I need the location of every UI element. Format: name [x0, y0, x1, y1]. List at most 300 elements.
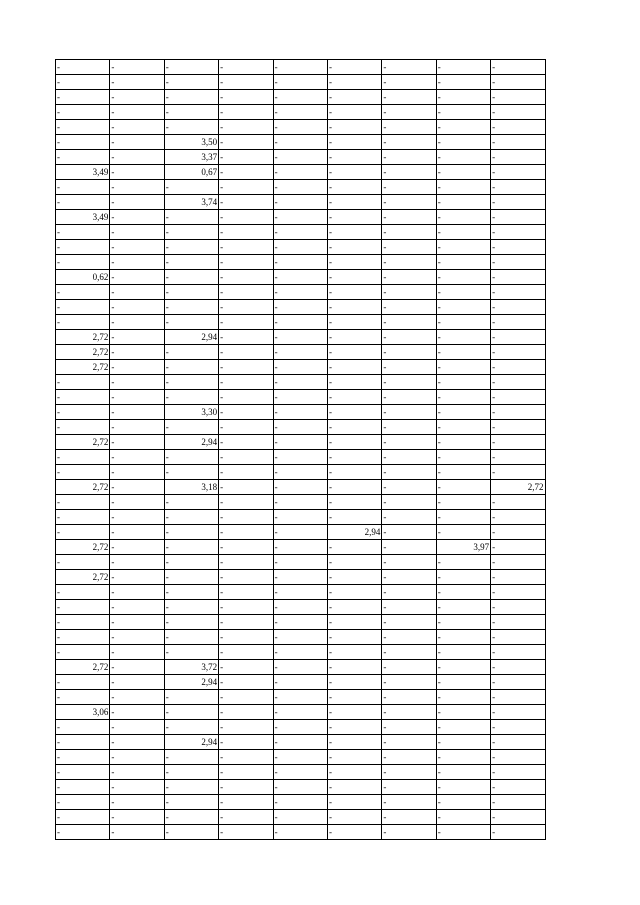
table-row [56, 510, 546, 525]
table-cell: - [219, 810, 273, 825]
table-cell: - [219, 675, 273, 690]
table-cell: - [436, 480, 490, 495]
table-row [56, 450, 546, 465]
table-row [56, 645, 546, 660]
table-cell: - [382, 675, 436, 690]
table-cell: - [382, 255, 436, 270]
table-cell: - [273, 210, 327, 225]
table-row [56, 120, 546, 135]
table-cell: - [110, 210, 164, 225]
table-cell: - [164, 495, 218, 510]
table-cell: - [491, 510, 545, 525]
table-cell: - [164, 315, 218, 330]
table-cell: - [110, 135, 164, 150]
table-cell: - [273, 150, 327, 165]
table-cell: - [382, 120, 436, 135]
table-cell: - [219, 150, 273, 165]
table-cell: - [491, 540, 545, 555]
table-cell: - [219, 510, 273, 525]
table-cell: - [219, 630, 273, 645]
table-cell: - [56, 120, 110, 135]
table-cell: - [327, 330, 381, 345]
table-cell: - [491, 720, 545, 735]
table-cell: - [56, 675, 110, 690]
table-cell: - [56, 90, 110, 105]
table-cell: - [56, 75, 110, 90]
table-cell: - [164, 780, 218, 795]
table-cell: - [491, 240, 545, 255]
table-cell: - [219, 465, 273, 480]
table-row [56, 150, 546, 165]
table-cell: - [327, 180, 381, 195]
table-row [56, 825, 546, 840]
table-cell: - [219, 555, 273, 570]
table-cell: - [110, 375, 164, 390]
table-row [56, 780, 546, 795]
table-cell: - [110, 330, 164, 345]
table-cell: - [436, 330, 490, 345]
table-cell: - [273, 495, 327, 510]
table-cell: - [219, 120, 273, 135]
table-row [56, 255, 546, 270]
table-cell: 3,06 [56, 705, 110, 720]
table-cell: - [491, 705, 545, 720]
table-cell: - [110, 105, 164, 120]
table-cell: - [327, 105, 381, 120]
table-cell: - [382, 105, 436, 120]
table-cell: - [491, 825, 545, 840]
table-row [56, 435, 546, 450]
table-cell: - [56, 825, 110, 840]
table-cell: 3,49 [56, 165, 110, 180]
table-row [56, 705, 546, 720]
table-cell: - [491, 105, 545, 120]
table-cell: - [164, 600, 218, 615]
table-cell: - [219, 255, 273, 270]
table-cell: - [219, 60, 273, 75]
table-cell: - [327, 585, 381, 600]
table-cell: - [327, 210, 381, 225]
table-row [56, 600, 546, 615]
table-cell: - [56, 420, 110, 435]
table-row [56, 210, 546, 225]
table-cell: - [164, 615, 218, 630]
table-cell: 2,72 [56, 660, 110, 675]
table-body [56, 60, 546, 840]
table-cell: - [327, 60, 381, 75]
table-cell: - [491, 795, 545, 810]
table-cell: - [491, 135, 545, 150]
table-cell: - [491, 645, 545, 660]
table-cell: - [110, 540, 164, 555]
table-cell: - [491, 750, 545, 765]
table-cell: - [382, 150, 436, 165]
table-cell: 3,50 [164, 135, 218, 150]
table-cell: - [273, 510, 327, 525]
table-row [56, 330, 546, 345]
table-cell: - [327, 645, 381, 660]
table-cell: - [273, 450, 327, 465]
table-cell: - [273, 555, 327, 570]
table-cell: - [219, 285, 273, 300]
table-cell: - [219, 360, 273, 375]
table-cell: - [219, 825, 273, 840]
table-cell: - [164, 570, 218, 585]
table-cell: - [436, 615, 490, 630]
table-cell: - [327, 675, 381, 690]
table-row [56, 690, 546, 705]
table-cell: - [491, 270, 545, 285]
table-cell: - [273, 750, 327, 765]
table-cell: - [382, 390, 436, 405]
table-cell: - [382, 555, 436, 570]
table-cell: - [327, 510, 381, 525]
table-cell: - [110, 615, 164, 630]
table-cell: - [491, 585, 545, 600]
table-cell: - [382, 450, 436, 465]
table-cell: - [219, 180, 273, 195]
table-cell: - [436, 465, 490, 480]
table-cell: 2,72 [56, 435, 110, 450]
table-cell: - [56, 225, 110, 240]
table-cell: - [436, 105, 490, 120]
table-cell: - [327, 735, 381, 750]
table-cell: - [273, 405, 327, 420]
table-cell: - [491, 180, 545, 195]
table-row [56, 195, 546, 210]
table-cell: - [436, 585, 490, 600]
table-cell: - [382, 285, 436, 300]
table-cell: - [56, 690, 110, 705]
table-cell: - [219, 330, 273, 345]
table-cell: - [56, 495, 110, 510]
table-cell: - [164, 765, 218, 780]
table-cell: - [436, 390, 490, 405]
table-row [56, 285, 546, 300]
table-cell: - [436, 195, 490, 210]
table-cell: - [56, 375, 110, 390]
table-cell: - [327, 495, 381, 510]
table-cell: - [273, 285, 327, 300]
table-cell: 3,74 [164, 195, 218, 210]
table-cell: - [382, 75, 436, 90]
table-cell: - [327, 705, 381, 720]
table-cell: - [382, 690, 436, 705]
table-cell: - [436, 825, 490, 840]
table-cell: - [436, 690, 490, 705]
table-cell: - [164, 60, 218, 75]
table-cell: - [273, 180, 327, 195]
table-cell: - [273, 705, 327, 720]
table-cell: - [327, 315, 381, 330]
table-cell: - [436, 435, 490, 450]
table-cell: - [164, 555, 218, 570]
table-cell: - [382, 375, 436, 390]
table-cell: - [327, 480, 381, 495]
table-cell: - [219, 495, 273, 510]
table-cell: - [273, 75, 327, 90]
table-cell: 3,97 [436, 540, 490, 555]
table-cell: - [327, 750, 381, 765]
table-cell: - [164, 690, 218, 705]
table-cell: - [164, 210, 218, 225]
table-cell: - [273, 90, 327, 105]
table-cell: - [382, 645, 436, 660]
table-cell: - [219, 720, 273, 735]
table-cell: - [436, 420, 490, 435]
table-cell: 2,94 [164, 675, 218, 690]
table-cell: - [164, 450, 218, 465]
table-cell: - [327, 225, 381, 240]
table-cell: 3,18 [164, 480, 218, 495]
table-cell: - [219, 375, 273, 390]
table-cell: - [56, 390, 110, 405]
table-cell: - [110, 255, 164, 270]
table-cell: - [491, 630, 545, 645]
table-cell: - [327, 465, 381, 480]
table-cell: - [382, 90, 436, 105]
table-cell: - [382, 240, 436, 255]
table-cell: - [491, 345, 545, 360]
table-cell: - [219, 225, 273, 240]
table-cell: - [219, 750, 273, 765]
table-cell: - [164, 705, 218, 720]
table-cell: - [327, 285, 381, 300]
table-cell: - [110, 165, 164, 180]
table-cell: - [110, 465, 164, 480]
table-cell: - [164, 420, 218, 435]
table-cell: - [110, 645, 164, 660]
table-cell: - [110, 555, 164, 570]
table-cell: - [327, 405, 381, 420]
table-cell: - [110, 825, 164, 840]
table-cell: - [491, 390, 545, 405]
table-cell: - [219, 390, 273, 405]
table-cell: - [110, 630, 164, 645]
table-cell: - [436, 735, 490, 750]
table-cell: - [491, 810, 545, 825]
table-cell: - [219, 690, 273, 705]
table-cell: - [164, 750, 218, 765]
table-cell: - [491, 285, 545, 300]
table-cell: - [56, 615, 110, 630]
table-cell: - [56, 555, 110, 570]
table-row [56, 720, 546, 735]
table-cell: - [273, 600, 327, 615]
table-cell: - [110, 510, 164, 525]
table-cell: - [110, 270, 164, 285]
table-cell: - [436, 315, 490, 330]
table-cell: - [56, 255, 110, 270]
table-cell: - [436, 165, 490, 180]
table-cell: - [56, 795, 110, 810]
table-cell: - [219, 645, 273, 660]
table-cell: - [382, 420, 436, 435]
table-cell: - [110, 75, 164, 90]
table-cell: - [382, 510, 436, 525]
table-cell: - [436, 270, 490, 285]
table-cell: - [164, 540, 218, 555]
table-cell: - [110, 195, 164, 210]
table-cell: - [219, 195, 273, 210]
table-cell: - [56, 765, 110, 780]
table-cell: - [327, 825, 381, 840]
table-cell: - [110, 180, 164, 195]
table-cell: - [110, 480, 164, 495]
table-cell: - [491, 60, 545, 75]
table-cell: - [164, 240, 218, 255]
table-cell: - [436, 300, 490, 315]
table-row [56, 75, 546, 90]
table-cell: - [491, 210, 545, 225]
table-cell: - [110, 675, 164, 690]
table-row [56, 180, 546, 195]
table-cell: - [327, 165, 381, 180]
table-cell: - [327, 390, 381, 405]
table-cell: - [110, 570, 164, 585]
table-cell: - [491, 255, 545, 270]
table-row [56, 375, 546, 390]
table-cell: - [273, 645, 327, 660]
table-cell: - [382, 135, 436, 150]
table-cell: - [436, 285, 490, 300]
table-cell: - [436, 765, 490, 780]
table-cell: - [219, 405, 273, 420]
table-cell: - [56, 810, 110, 825]
table-cell: - [110, 780, 164, 795]
table-row [56, 585, 546, 600]
table-cell: - [56, 195, 110, 210]
table-cell: - [382, 540, 436, 555]
table-cell: - [110, 450, 164, 465]
table-cell: - [164, 795, 218, 810]
table-cell: - [164, 375, 218, 390]
table-cell: - [436, 75, 490, 90]
table-cell: 2,72 [56, 480, 110, 495]
table-cell: - [436, 705, 490, 720]
table-cell: - [327, 720, 381, 735]
table-cell: - [327, 570, 381, 585]
table-cell: - [219, 480, 273, 495]
table-cell: - [110, 300, 164, 315]
table-cell: - [219, 450, 273, 465]
table-cell: - [273, 630, 327, 645]
table-cell: - [382, 825, 436, 840]
table-cell: - [436, 450, 490, 465]
table-cell: - [436, 660, 490, 675]
table-cell: - [164, 630, 218, 645]
table-cell: - [491, 315, 545, 330]
table-cell: - [56, 780, 110, 795]
table-row [56, 675, 546, 690]
table-cell: - [273, 345, 327, 360]
table-cell: - [491, 75, 545, 90]
table-row [56, 795, 546, 810]
table-cell: - [382, 750, 436, 765]
table-cell: - [219, 75, 273, 90]
table-cell: - [491, 465, 545, 480]
table-cell: - [382, 630, 436, 645]
table-cell: - [56, 285, 110, 300]
table-cell: - [273, 615, 327, 630]
table-cell: - [164, 645, 218, 660]
table-cell: - [273, 525, 327, 540]
table-cell: - [164, 360, 218, 375]
table-cell: - [382, 345, 436, 360]
table-cell: - [56, 735, 110, 750]
table-row [56, 615, 546, 630]
table-cell: - [327, 615, 381, 630]
table-cell: - [273, 810, 327, 825]
table-cell: - [164, 90, 218, 105]
table-cell: - [219, 585, 273, 600]
table-cell: - [110, 795, 164, 810]
table-cell: - [164, 525, 218, 540]
table-cell: - [327, 270, 381, 285]
table-cell: - [164, 810, 218, 825]
table-cell: 2,94 [327, 525, 381, 540]
table-cell: - [436, 720, 490, 735]
table-cell: - [219, 570, 273, 585]
table-cell: - [382, 330, 436, 345]
table-cell: - [56, 60, 110, 75]
table-cell: - [382, 210, 436, 225]
table-cell: - [219, 660, 273, 675]
table-cell: - [382, 525, 436, 540]
table-cell: - [436, 495, 490, 510]
table-cell: - [382, 270, 436, 285]
table-cell: - [436, 60, 490, 75]
table-cell: - [327, 120, 381, 135]
table-cell: - [164, 345, 218, 360]
table-cell: - [382, 780, 436, 795]
table-cell: - [491, 225, 545, 240]
table-cell: - [327, 90, 381, 105]
table-cell: - [327, 600, 381, 615]
table-cell: - [219, 795, 273, 810]
table-cell: - [491, 735, 545, 750]
table-cell: - [382, 570, 436, 585]
table-cell: - [56, 720, 110, 735]
table-cell: - [436, 780, 490, 795]
table-cell: - [327, 690, 381, 705]
table-cell: - [382, 600, 436, 615]
table-cell: - [219, 105, 273, 120]
table-cell: - [491, 435, 545, 450]
table-cell: - [491, 660, 545, 675]
table-cell: - [110, 390, 164, 405]
table-cell: - [110, 315, 164, 330]
table-cell: - [110, 765, 164, 780]
table-cell: - [56, 450, 110, 465]
table-cell: - [491, 675, 545, 690]
table-row [56, 570, 546, 585]
table-row [56, 480, 546, 495]
table-cell: - [56, 180, 110, 195]
table-cell: - [219, 270, 273, 285]
table-cell: - [436, 810, 490, 825]
table-cell: - [436, 555, 490, 570]
table-cell: - [273, 105, 327, 120]
table-cell: - [436, 600, 490, 615]
table-cell: - [382, 705, 436, 720]
table-cell: - [491, 525, 545, 540]
table-cell: - [110, 225, 164, 240]
table-cell: - [327, 660, 381, 675]
table-cell: 2,72 [56, 330, 110, 345]
table-cell: - [164, 720, 218, 735]
table-cell: - [219, 135, 273, 150]
